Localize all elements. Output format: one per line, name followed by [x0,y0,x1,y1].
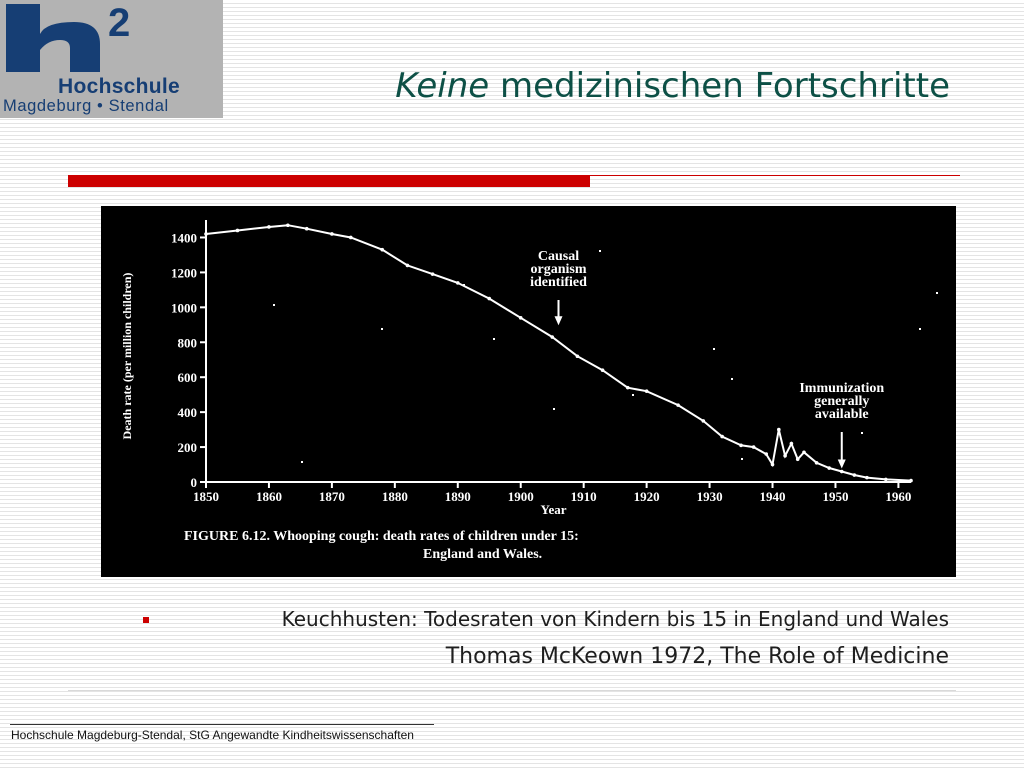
annotation-label: identified [530,275,587,290]
data-point [752,445,756,449]
death-rate-chart [101,206,956,577]
scan-speck [381,328,383,330]
data-point [576,354,580,358]
x-tick-label: 1900 [507,489,534,504]
chart-figure [101,206,956,577]
data-point [456,281,460,285]
data-point [701,419,705,423]
scan-speck [741,458,743,460]
accent-bar [68,175,590,187]
data-point [739,444,743,448]
y-tick-label: 200 [177,440,197,456]
scan-speck [731,378,733,380]
scan-speck [713,348,715,350]
scan-speck [861,432,863,434]
data-point [796,457,800,461]
x-tick-label: 1950 [822,489,849,504]
bullet-text: Keuchhusten: Todesraten von Kindern bis 15 in England und Wales [281,607,949,631]
data-point [827,466,831,470]
x-tick-label: 1930 [696,489,723,504]
footer-divider [10,724,434,725]
x-tick-label: 1960 [885,489,912,504]
scan-speck [632,394,634,396]
scan-speck [919,328,921,330]
data-point [286,223,290,227]
scan-speck [301,461,303,463]
y-tick-label: 1200 [171,265,197,281]
annotation-label: organism [530,262,587,277]
data-point [550,335,554,339]
annotation-label: Immunization [799,381,885,396]
logo-subtitle: Magdeburg • Stendal [3,97,169,115]
x-tick-label: 1850 [193,489,219,504]
logo-name: Hochschule [58,75,181,98]
data-point [431,272,435,276]
data-point [802,451,806,455]
data-point [601,368,605,372]
y-tick-label: 0 [190,475,197,490]
data-point [783,454,787,458]
data-point [236,229,240,233]
x-tick-label: 1880 [381,489,408,504]
data-point [840,470,844,474]
scan-speck [493,338,495,340]
annotation-arrowhead [555,316,563,325]
citation-text: Thomas McKeown 1972, The Role of Medicine [445,644,949,669]
annotation-label: Causal [537,249,580,264]
data-point [204,232,208,236]
data-point [330,232,334,236]
title-rest: medizinischen Fortschritte [499,66,950,106]
x-tick-label: 1920 [633,489,660,504]
title-emphasis: Keine [395,66,490,106]
y-tick-label: 1000 [171,300,197,316]
chart-caption: England and Wales. [423,547,543,562]
data-point [626,386,630,390]
y-tick-label: 1400 [171,230,197,246]
data-point [771,463,775,467]
data-point [406,264,410,268]
data-point [676,403,680,407]
data-point [909,479,913,483]
annotation-arrowhead [838,460,846,469]
data-point [487,297,491,301]
x-tick-label: 1940 [759,489,786,504]
data-point [884,478,888,482]
data-point [790,442,794,446]
chart-caption: FIGURE 6.12. Whooping cough: death rates of children under 15: [184,529,579,544]
data-point [267,225,271,229]
y-tick-label: 600 [177,370,197,386]
data-point [865,476,869,480]
scan-speck [553,408,555,410]
x-tick-label: 1890 [444,489,471,504]
footer-text: Hochschule Magdeburg-Stendal, StG Angewandte Kindheitswissenschaften [11,728,414,742]
data-point [645,389,649,393]
scan-speck [463,284,465,286]
data-point [349,236,353,240]
data-point [853,473,857,477]
scan-speck [599,250,601,252]
data-point [815,461,819,465]
annotation-label: generally [814,394,870,409]
data-point [777,428,781,432]
page-title [395,66,950,106]
scan-speck [273,304,275,306]
data-point [720,435,724,439]
data-point [764,452,768,456]
data-point [519,316,523,320]
data-point [380,248,384,252]
x-tick-label: 1860 [255,489,282,504]
y-tick-label: 400 [177,405,197,421]
accent-line [590,175,960,176]
x-tick-label: 1910 [570,489,597,504]
bullet-icon [143,617,149,623]
divider [68,690,956,691]
data-point [305,227,309,231]
x-tick-label: 1870 [318,489,345,504]
annotation-label: available [814,407,869,422]
university-logo [0,0,223,118]
y-axis-label: Death rate (per million children) [120,272,134,440]
scan-speck [936,292,938,294]
x-axis-label: Year [540,502,567,517]
svg-text:2: 2 [108,1,131,45]
y-tick-label: 800 [177,335,197,351]
